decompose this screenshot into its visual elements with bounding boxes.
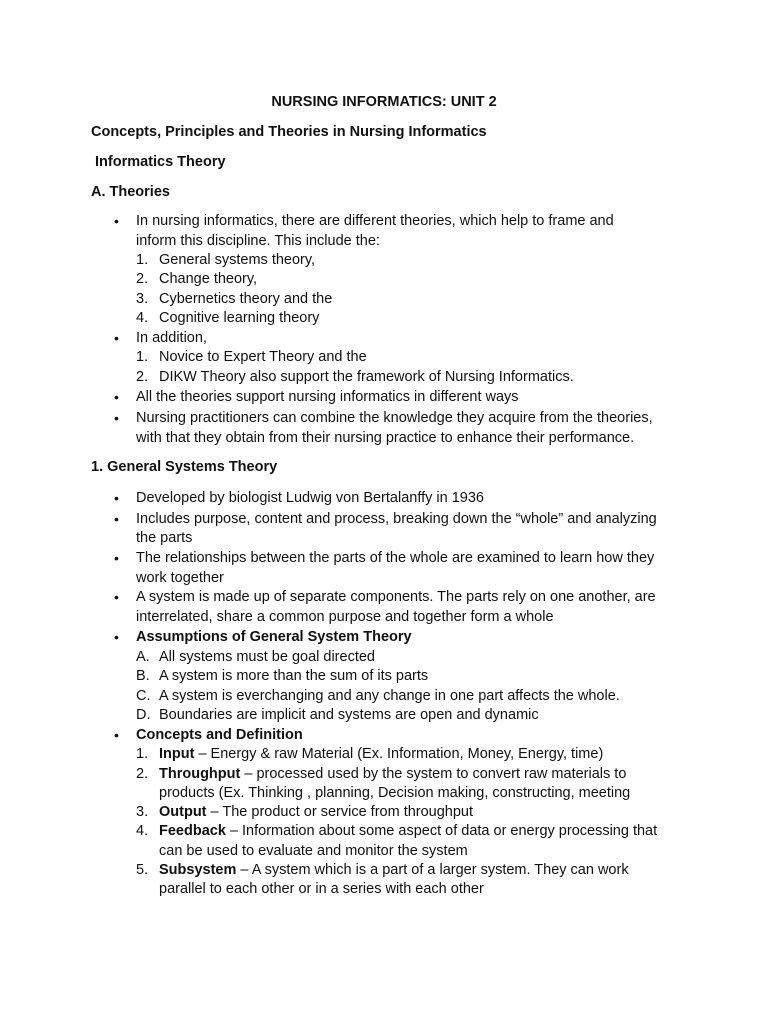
list-item: In nursing informatics, there are different theories, which help to frame and [136, 213, 614, 229]
section-a-heading: A. Theories [91, 184, 170, 200]
bullet-icon: • [114, 490, 119, 506]
list-item [159, 803, 473, 822]
list-item: Novice to Expert Theory and the [159, 349, 367, 365]
list-item: A system is everchanging and any change in one part affects the whole. [159, 688, 620, 704]
bullet-icon: • [114, 389, 119, 405]
list-item: The relationships between the parts of the whole are examined to learn how they [136, 550, 655, 566]
list-number: 2. [136, 766, 149, 782]
bullet-icon: • [114, 589, 119, 605]
list-item: All the theories support nursing informatics in different ways [136, 389, 519, 405]
list-item: the parts [136, 530, 193, 546]
term: Output [159, 804, 207, 820]
list-item [159, 861, 629, 880]
bullet-icon: • [114, 550, 119, 566]
term: Input [159, 746, 195, 762]
list-item: interrelated, share a common purpose and together form a whole [136, 609, 554, 625]
list-number: 1. [136, 746, 149, 762]
list-item [159, 822, 657, 841]
term: Subsystem [159, 862, 237, 878]
document-title: NURSING INFORMATICS: UNIT 2 [271, 94, 497, 110]
bullet-icon: • [114, 330, 119, 346]
concepts-heading: Concepts and Definition [136, 727, 303, 743]
list-item: Nursing practitioners can combine the knowledge they acquire from the theories, [136, 410, 653, 426]
list-item: Includes purpose, content and process, breaking down the “whole” and analyzing [136, 511, 657, 527]
list-item: can be used to evaluate and monitor the system [159, 843, 468, 859]
list-item: A system is made up of separate components. The parts rely on one another, are [136, 589, 656, 605]
definition: – Information about some aspect of data or energy processing that [225, 823, 658, 839]
list-item: General systems theory, [159, 252, 316, 268]
list-number: 2. [136, 271, 149, 287]
list-item: All systems must be goal directed [159, 649, 375, 665]
list-number: 4. [136, 310, 149, 326]
term: Throughput [159, 766, 241, 782]
list-item: products (Ex. Thinking , planning, Decision making, constructing, meeting [159, 785, 631, 801]
list-number: 3. [136, 291, 149, 307]
list-number: 4. [136, 823, 149, 839]
bullet-icon: • [114, 410, 119, 426]
list-item: A system is more than the sum of its parts [159, 668, 429, 684]
definition: – The product or service from throughput [206, 804, 474, 820]
list-item: inform this discipline. This include the: [136, 233, 380, 249]
list-letter: C. [136, 688, 151, 704]
list-number: 1. [136, 252, 149, 268]
list-item: Change theory, [159, 271, 258, 287]
list-number: 3. [136, 804, 149, 820]
list-item: work together [136, 570, 224, 586]
bullet-icon: • [114, 511, 119, 527]
assumptions-heading: Assumptions of General System Theory [136, 629, 412, 645]
list-item: Cybernetics theory and the [159, 291, 333, 307]
list-number: 2. [136, 369, 149, 385]
term: Feedback [159, 823, 226, 839]
list-item [159, 745, 603, 764]
definition: – Energy & raw Material (Ex. Information, Money, Energy, time) [194, 746, 604, 762]
definition: – A system which is a part of a larger system. They can work [236, 862, 629, 878]
section-1-heading: 1. General Systems Theory [91, 459, 278, 475]
list-letter: D. [136, 707, 151, 723]
list-letter: A. [136, 649, 150, 665]
section-title: Informatics Theory [95, 154, 226, 170]
list-item [159, 765, 626, 784]
list-item: with that they obtain from their nursing practice to enhance their performance. [136, 430, 635, 446]
list-item: Developed by biologist Ludwig von Bertalanffy in 1936 [136, 490, 484, 506]
list-item: Boundaries are implicit and systems are open and dynamic [159, 707, 539, 723]
bullet-icon: • [114, 213, 119, 229]
list-item: In addition, [136, 330, 207, 346]
list-item: parallel to each other or in a series with each other [159, 881, 484, 897]
bullet-icon: • [114, 629, 119, 645]
list-number: 1. [136, 349, 149, 365]
list-number: 5. [136, 862, 149, 878]
document-subtitle: Concepts, Principles and Theories in Nursing Informatics [91, 124, 487, 140]
list-item: DIKW Theory also support the framework of Nursing Informatics. [159, 369, 574, 385]
list-item: Cognitive learning theory [159, 310, 320, 326]
definition: – processed used by the system to convert raw materials to [240, 766, 627, 782]
bullet-icon: • [114, 727, 119, 743]
list-letter: B. [136, 668, 150, 684]
